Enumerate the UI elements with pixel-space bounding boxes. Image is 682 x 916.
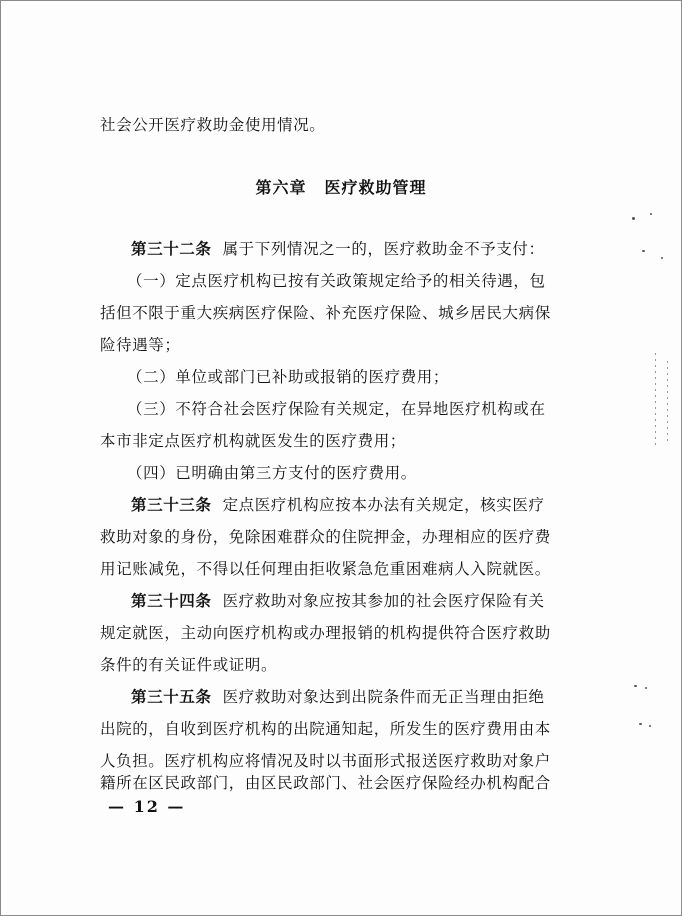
paragraph-line: 用记账减免，不得以任何理由拒收紧急危重困难病人入院就医。	[100, 560, 551, 578]
article-35-line	[131, 687, 545, 707]
paragraph-line: 险待遇等；	[100, 336, 181, 354]
article-label: 第三十五条	[131, 688, 212, 706]
article-label: 第三十四条	[131, 592, 212, 610]
paragraph-line: 籍所在区民政部门，由区民政部门、社会医疗保险经办机构配合	[100, 774, 551, 792]
chapter-title	[1, 177, 681, 199]
article-32-line	[131, 239, 545, 259]
article-label: 第三十三条	[131, 496, 212, 514]
page-number: — 12 —	[108, 797, 186, 816]
scan-speck	[642, 250, 645, 252]
scan-speck	[639, 723, 642, 725]
paragraph-line: 规定就医，主动向医疗机构或办理报销的机构提供符合医疗救助	[100, 624, 551, 642]
article-34-line	[131, 591, 545, 611]
article-33-line	[131, 495, 545, 515]
paragraph-line: （一）定点医疗机构已按有关政策规定给予的相关待遇，包	[127, 272, 546, 290]
scan-mark	[655, 353, 656, 449]
chapter-number: 第六章	[255, 178, 307, 197]
article-label: 第三十二条	[131, 240, 212, 258]
paragraph-line: 条件的有关证件或证明。	[100, 656, 278, 674]
article-text: 医疗救助对象达到出院条件而无正当理由拒绝	[222, 688, 545, 706]
article-text: 医疗救助对象应按其参加的社会医疗保险有关	[222, 592, 545, 610]
article-text: 属于下列情况之一的，医疗救助金不予支付：	[222, 240, 545, 258]
scan-speck	[645, 687, 647, 689]
paragraph-line: 出院的，自收到医疗机构的出院通知起，所发生的医疗费用由本	[100, 720, 551, 738]
paragraph-line: （四）已明确由第三方支付的医疗费用。	[127, 464, 417, 482]
scan-speck	[661, 257, 663, 259]
top-line: 社会公开医疗救助金使用情况。	[100, 116, 326, 134]
scan-mark	[667, 361, 668, 445]
scan-speck	[649, 725, 651, 727]
paragraph-line: （二）单位或部门已补助或报销的医疗费用；	[127, 368, 450, 386]
paragraph-line: 救助对象的身份，免除困难群众的住院押金，办理相应的医疗费	[100, 528, 551, 546]
scan-speck	[634, 685, 637, 687]
paragraph-line: 括但不限于重大疾病医疗保险、补充医疗保险、城乡居民大病保	[100, 304, 551, 322]
paragraph-line: （三）不符合社会医疗保险有关规定，在异地医疗机构或在	[127, 400, 546, 418]
scan-speck	[650, 213, 652, 215]
chapter-name: 医疗救助管理	[324, 178, 427, 197]
scan-speck	[632, 217, 635, 220]
paragraph-line: 人负担。医疗机构应将情况及时以书面形式报送医疗救助对象户	[100, 752, 551, 770]
paragraph-line: 本市非定点医疗机构就医发生的医疗费用；	[100, 432, 406, 450]
article-text: 定点医疗机构应按本办法有关规定，核实医疗	[222, 496, 545, 514]
